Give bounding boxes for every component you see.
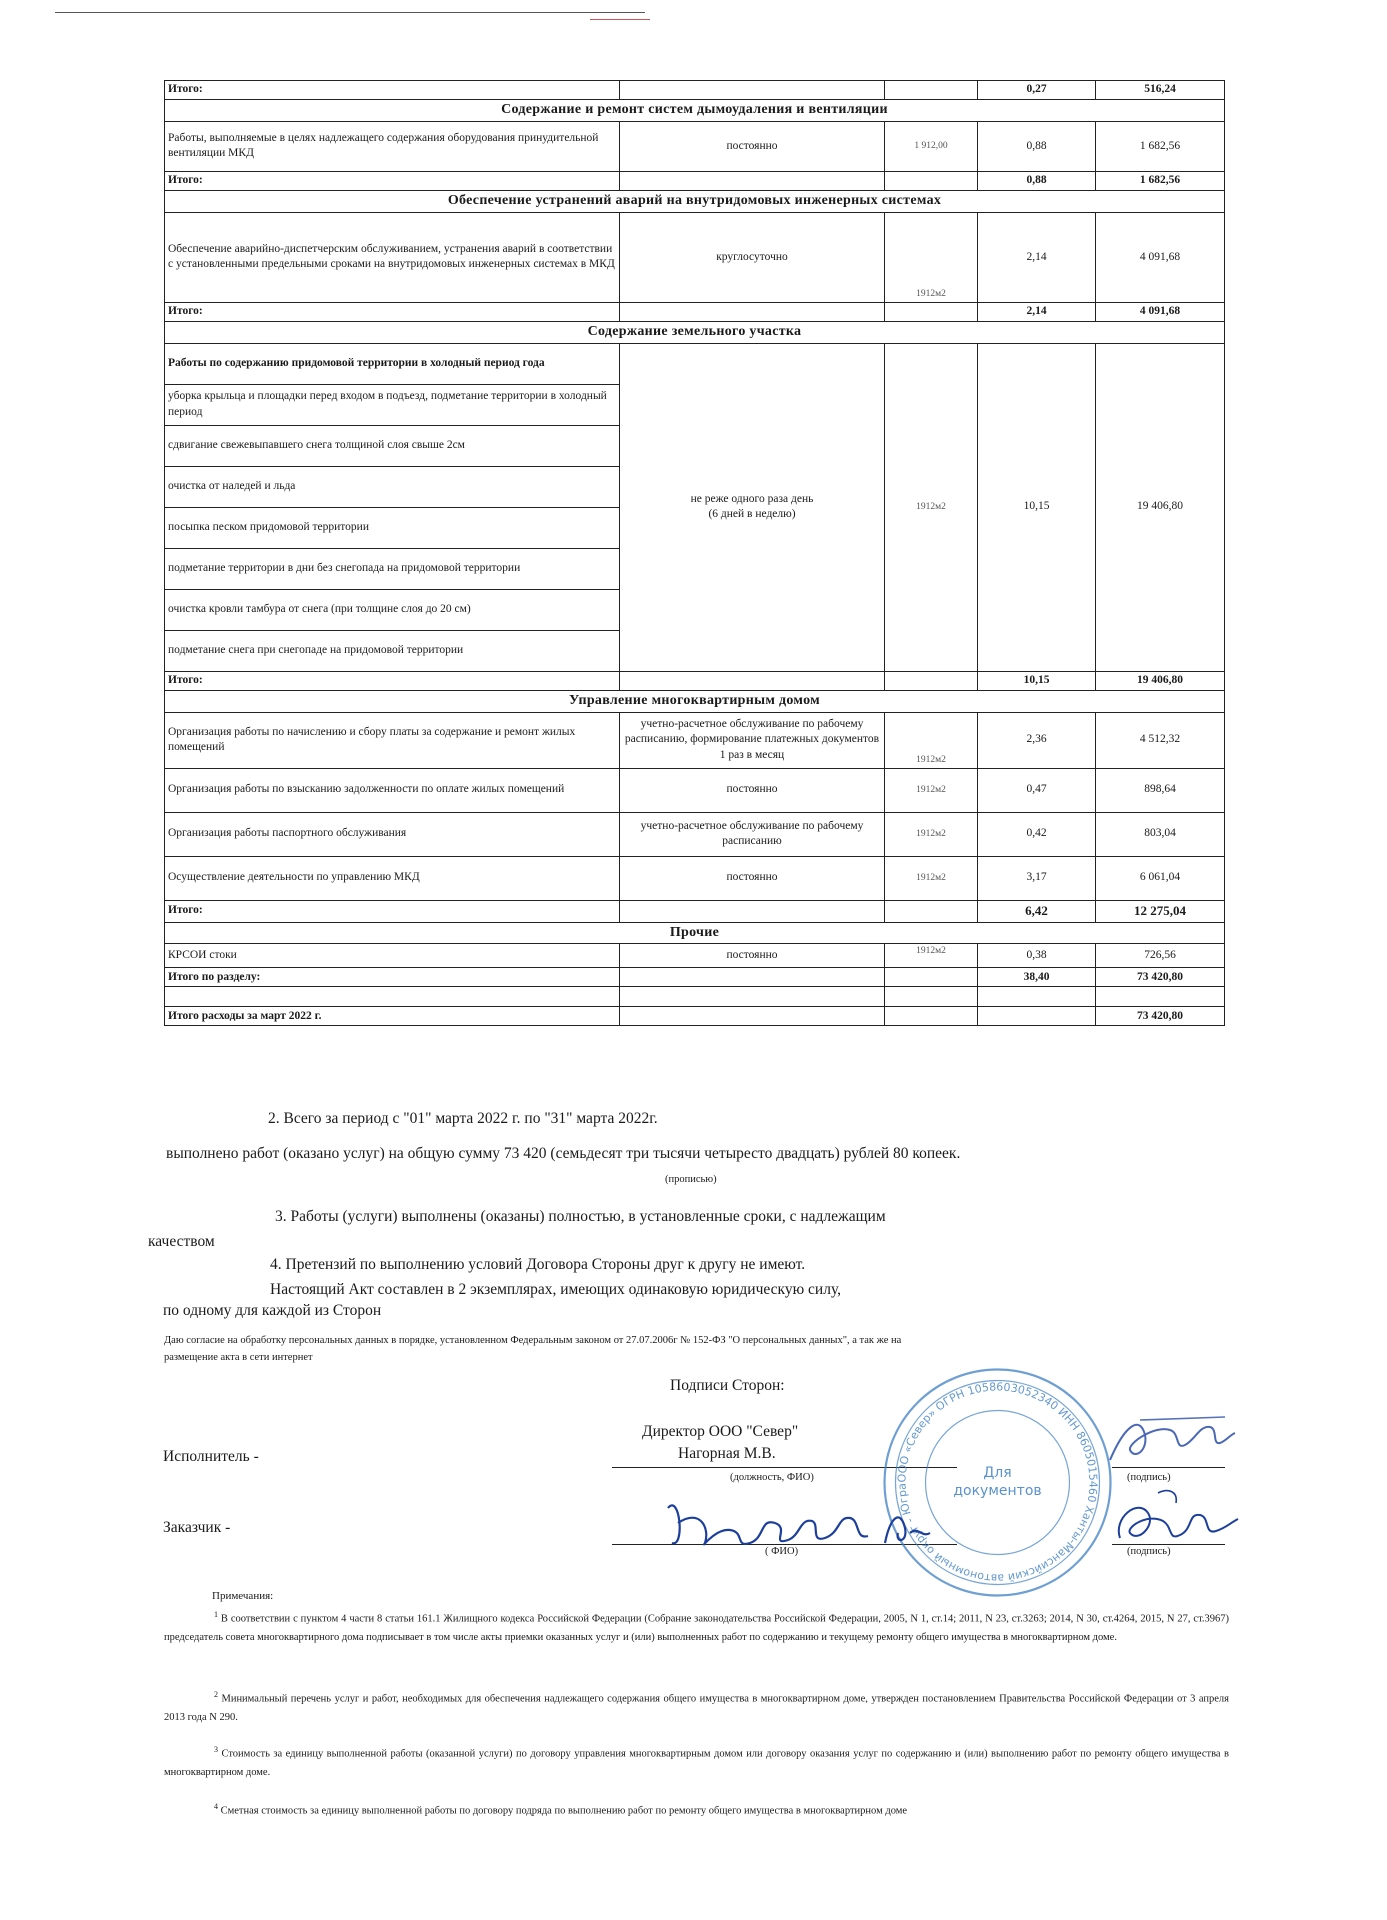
- service-rate: 2,36: [978, 712, 1096, 768]
- table-row: [165, 944, 1225, 968]
- service-rate: 0,88: [978, 121, 1096, 171]
- service-frequency: постоянно: [620, 944, 885, 968]
- paragraph-2-line1: 2. Всего за период с "01" марта 2022 г. по "31" марта 2022г.: [268, 1110, 658, 1127]
- service-unit: 1912м2: [885, 712, 978, 768]
- section-header: [165, 190, 1225, 212]
- service-rate: 3,17: [978, 856, 1096, 900]
- service-name: Обеспечение аварийно-диспетчерским обслуживанием, устранения аварий в соответствии с установленными предельными сроками на внутридомовых инженерных системах в МКД: [165, 212, 620, 302]
- service-unit: 1912м2: [885, 856, 978, 900]
- paragraph-5-line1: Настоящий Акт составлен в 2 экземплярах, имеющих одинаковую юридическую силу,: [270, 1281, 842, 1298]
- executor-sign-hint: (подпись): [1127, 1472, 1171, 1483]
- executor-hint: (должность, ФИО): [730, 1472, 814, 1483]
- total-rate: 0,88: [978, 171, 1096, 190]
- total-label: Итого:: [165, 81, 620, 100]
- service-unit: 1912м2: [885, 944, 978, 968]
- note-mark: 2: [214, 1690, 218, 1699]
- total-label: Итого:: [165, 671, 620, 690]
- service-sum: 4 091,68: [1096, 212, 1225, 302]
- executor-signature-icon: [1100, 1405, 1240, 1475]
- service-frequency: круглосуточно: [620, 212, 885, 302]
- scan-top-edge-line: [55, 12, 645, 13]
- note-2: [164, 1688, 1229, 1728]
- table-row: [165, 302, 1225, 321]
- service-name: Организация работы по взысканию задолженности по оплате жилых помещений: [165, 768, 620, 812]
- land-frequency-line: (6 дней в неделю): [708, 508, 796, 521]
- services-table: [164, 80, 1225, 1026]
- note-1: [164, 1608, 1229, 1648]
- service-name: Работы, выполняемые в целях надлежащего содержания оборудования принудительной вентиляции МКД: [165, 121, 620, 171]
- table-row: [165, 343, 1225, 384]
- land-item: посыпка песком придомовой территории: [165, 507, 620, 548]
- service-name: Осуществление деятельности по управлению МКД: [165, 856, 620, 900]
- customer-sign-signature-icon: [1108, 1483, 1243, 1553]
- land-unit: 1912м2: [885, 343, 978, 671]
- service-sum: 898,64: [1096, 768, 1225, 812]
- land-item: подметание территории в дни без снегопада на придомовой территории: [165, 548, 620, 589]
- total-rate: 38,40: [978, 968, 1096, 987]
- total-label: Итого:: [165, 302, 620, 321]
- notes-heading: Примечания:: [212, 1590, 274, 1602]
- service-frequency: постоянно: [620, 121, 885, 171]
- table-row: [165, 812, 1225, 856]
- total-label: Итого:: [165, 171, 620, 190]
- service-unit: 1912м2: [885, 768, 978, 812]
- total-rate: 2,14: [978, 302, 1096, 321]
- customer-sign-hint: (подпись): [1127, 1546, 1171, 1557]
- section-title: Управление многоквартирным домом: [165, 690, 1225, 712]
- service-rate: 2,14: [978, 212, 1096, 302]
- section-header: [165, 922, 1225, 944]
- table-row: [165, 1007, 1225, 1026]
- table-row: [165, 768, 1225, 812]
- table-row: [165, 987, 1225, 1007]
- service-rate: 0,42: [978, 812, 1096, 856]
- consent-line2: размещение акта в сети интернет: [164, 1352, 313, 1363]
- total-rate: 10,15: [978, 671, 1096, 690]
- total-sum: 12 275,04: [1096, 900, 1225, 922]
- paragraph-3-line1: 3. Работы (услуги) выполнены (оказаны) полностью, в установленные сроки, с надлежащим: [275, 1208, 886, 1225]
- total-sum: 1 682,56: [1096, 171, 1225, 190]
- note-text: В соответствии с пунктом 4 части 8 статьи 161.1 Жилищного кодекса Российской Федерации (Собрание законодательства Российской Федерации, 2005, N 1, ст.14; 2011, N 23, ст.3263; 2014, N 30, ст.4264, 2015, N 27, ст.3967) председатель совета многоквартирного дома подписывает в том числе акты приемки оказанных услуг и (или) выполненных работ по содержанию и текущему ремонту общего имущества в многоквартирном доме.: [164, 1613, 1230, 1644]
- total-label: Итого:: [165, 900, 620, 922]
- table-row: [165, 171, 1225, 190]
- service-unit: 1912м2: [885, 212, 978, 302]
- grand-total-label: Итого расходы за март 2022 г.: [165, 1007, 620, 1026]
- executor-name: Нагорная М.В.: [678, 1445, 776, 1462]
- table-row: [165, 212, 1225, 302]
- land-sum: 19 406,80: [1096, 343, 1225, 671]
- land-frequency: [620, 343, 885, 671]
- paragraph-4: 4. Претензий по выполнению условий Договора Стороны друг к другу не имеют.: [270, 1256, 806, 1273]
- note-text: Стоимость за единицу выполненной работы (оказанной услуги) по договору управления многоквартирным домом или договору оказания услуг по содержанию и (или) выполнению работ по ремонту общего имущества в многоквартирном доме.: [164, 1748, 1230, 1779]
- signatures-heading: Подписи Сторон:: [670, 1377, 785, 1394]
- service-frequency: учетно-расчетное обслуживание по рабочему расписанию: [620, 812, 885, 856]
- note-3: [164, 1743, 1229, 1783]
- land-item: очистка от наледей и льда: [165, 466, 620, 507]
- table-row: [165, 121, 1225, 171]
- paragraph-2-hint: (прописью): [665, 1174, 717, 1185]
- land-item: подметание снега при снегопаде на придомовой территории: [165, 630, 620, 671]
- note-mark: 1: [214, 1610, 218, 1619]
- section-title: Прочие: [165, 922, 1225, 944]
- customer-signature-icon: [660, 1488, 940, 1558]
- note-text: Сметная стоимость за единицу выполненной работы по договору подряда по выполнению работ по ремонту общего имущества в многоквартирном доме: [220, 1805, 908, 1817]
- service-sum: 4 512,32: [1096, 712, 1225, 768]
- paragraph-3-line2: качеством: [148, 1233, 215, 1250]
- service-name: Организация работы паспортного обслуживания: [165, 812, 620, 856]
- executor-position: Директор ООО "Север": [642, 1423, 799, 1440]
- service-name: Организация работы по начислению и сбору платы за содержание и ремонт жилых помещений: [165, 712, 620, 768]
- company-stamp-icon: [880, 1365, 1115, 1600]
- section-header: [165, 690, 1225, 712]
- table-row: [165, 900, 1225, 922]
- service-sum: 803,04: [1096, 812, 1225, 856]
- grand-total-sum: 73 420,80: [1096, 1007, 1225, 1026]
- service-unit: 1 912,00: [885, 121, 978, 171]
- total-label: Итого по разделу:: [165, 968, 620, 987]
- table-row: [165, 968, 1225, 987]
- section-title: Содержание и ремонт систем дымоудаления и вентиляции: [165, 100, 1225, 122]
- total-rate: 6,42: [978, 900, 1096, 922]
- table-row: [165, 671, 1225, 690]
- section-title: Содержание земельного участка: [165, 321, 1225, 343]
- consent-line1: Даю согласие на обработку персональных данных в порядке, установленном Федеральным законом от 27.07.2006г № 152-ФЗ "О персональных данных", а так же на: [164, 1335, 902, 1346]
- scan-top-mark: [590, 19, 650, 20]
- total-sum: 516,24: [1096, 81, 1225, 100]
- note-mark: 3: [214, 1745, 218, 1754]
- paragraph-2-line2: выполнено работ (оказано услуг) на общую сумму 73 420 (семьдесят три тысячи четыресто двадцать) рублей 80 копеек.: [166, 1145, 961, 1162]
- service-sum: 726,56: [1096, 944, 1225, 968]
- service-frequency: постоянно: [620, 768, 885, 812]
- land-item: очистка кровли тамбура от снега (при толщине слоя до 20 см): [165, 589, 620, 630]
- service-unit: 1912м2: [885, 812, 978, 856]
- table-row: [165, 712, 1225, 768]
- service-rate: 0,47: [978, 768, 1096, 812]
- note-mark: 4: [214, 1802, 218, 1811]
- paragraph-5-line2: по одному для каждой из Сторон: [163, 1302, 382, 1319]
- service-name: КРСОИ стоки: [165, 944, 620, 968]
- total-sum: 19 406,80: [1096, 671, 1225, 690]
- service-rate: 0,38: [978, 944, 1096, 968]
- section-title: Обеспечение устранений аварий на внутридомовых инженерных системах: [165, 190, 1225, 212]
- note-4: [164, 1800, 1229, 1821]
- service-sum: 1 682,56: [1096, 121, 1225, 171]
- service-frequency: учетно-расчетное обслуживание по рабочему расписанию, формирование платежных документов 1 раз в месяц: [620, 712, 885, 768]
- land-rate: 10,15: [978, 343, 1096, 671]
- land-item: сдвигание свежевыпавшего снега толщиной слоя свыше 2см: [165, 425, 620, 466]
- service-frequency: постоянно: [620, 856, 885, 900]
- svg-text:документов: документов: [953, 1483, 1042, 1499]
- table-row: [165, 856, 1225, 900]
- section-header: [165, 321, 1225, 343]
- total-rate: 0,27: [978, 81, 1096, 100]
- service-sum: 6 061,04: [1096, 856, 1225, 900]
- executor-label: Исполнитель -: [163, 1448, 259, 1465]
- total-sum: 4 091,68: [1096, 302, 1225, 321]
- customer-label: Заказчик -: [163, 1519, 231, 1536]
- svg-text:Для: Для: [983, 1465, 1012, 1481]
- customer-hint: ( ФИО): [765, 1546, 799, 1557]
- section-header: [165, 100, 1225, 122]
- land-frequency-line: не реже одного раза день: [690, 492, 814, 505]
- stamp-ring-text: ООО «Север» ОГРН 1058603052340 ИНН 8605015460 Ханты-Мансийский автономный округ - Югра: [895, 1380, 1100, 1585]
- total-sum: 73 420,80: [1096, 968, 1225, 987]
- table-row: [165, 81, 1225, 100]
- land-item: Работы по содержанию придомовой территории в холодный период года: [165, 343, 620, 384]
- note-text: Минимальный перечень услуг и работ, необходимых для обеспечения надлежащего содержания общего имущества в многоквартирном доме, утвержден постановлением Правительства Российской Федерации от 3 апреля 2013 года N 290.: [164, 1693, 1229, 1724]
- land-item: уборка крыльца и площадки перед входом в подъезд, подметание территории в холодный период: [165, 384, 620, 425]
